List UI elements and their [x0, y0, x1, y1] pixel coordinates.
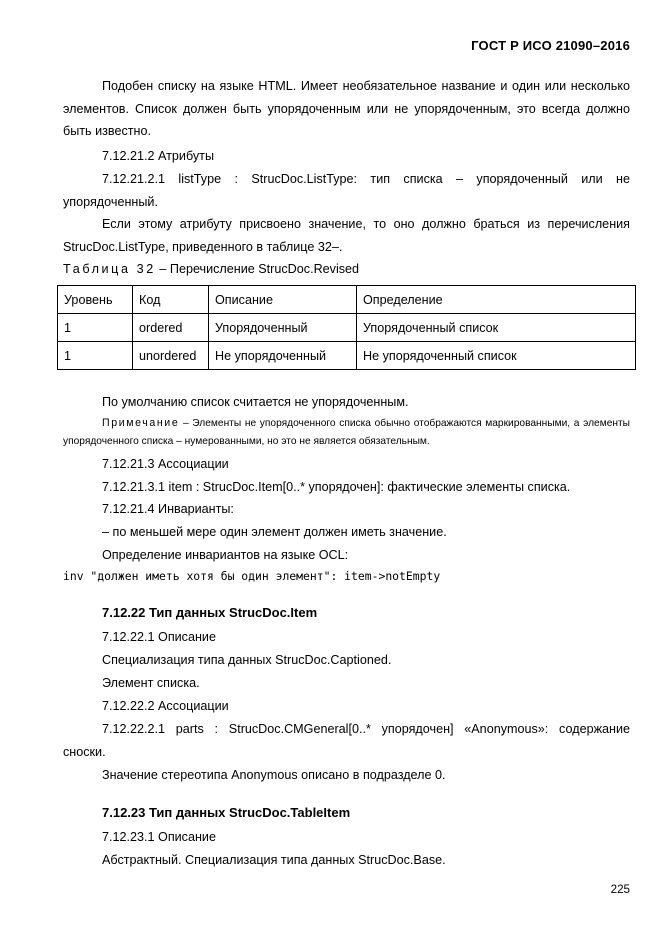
table-cell: Упорядоченный: [209, 314, 357, 342]
section-7-12-23-1: 7.12.23.1 Описание: [102, 830, 216, 844]
paragraph: По умолчанию список считается не упорядоченным.: [102, 395, 409, 409]
section-heading: 7.12.22 Тип данных StrucDoc.Item: [102, 605, 318, 620]
table-cell: Упорядоченный список: [357, 314, 636, 342]
paragraph: 7.12.22.2.1 parts : StrucDoc.CMGeneral[0..* упорядочен] «Anonymous»: содержание сноски.: [63, 722, 630, 759]
standard-header: ГОСТ Р ИСО 21090–2016: [471, 38, 630, 53]
section-7-12-21-3: 7.12.21.3 Ассоциации: [102, 457, 229, 471]
section-7-12-21-2: 7.12.21.2 Атрибуты: [102, 149, 215, 163]
column-header: Определение: [357, 286, 636, 314]
table-cell: Не упорядоченный: [209, 342, 357, 370]
section-7-12-22-2: 7.12.22.2 Ассоциации: [102, 699, 229, 713]
paragraph: Определение инвариантов на языке OCL:: [102, 548, 349, 562]
enumeration-table: [57, 285, 636, 370]
paragraph: Элемент списка.: [102, 676, 200, 690]
column-header: Описание: [209, 286, 357, 314]
note-text: – Элементы не упорядоченного списка обычно отображаются маркированными, а элементы упорядоченного списка – нумерованными, но это не является обязательным.: [63, 418, 630, 447]
table-cell: unordered: [133, 342, 209, 370]
table-row: [58, 342, 636, 370]
paragraph: Специализация типа данных StrucDoc.Captioned.: [102, 653, 392, 667]
table-cell: Не упорядоченный список: [357, 342, 636, 370]
table-caption: [63, 262, 359, 276]
section-heading: 7.12.23 Тип данных StrucDoc.TableItem: [102, 805, 351, 820]
note: [63, 414, 630, 451]
paragraph: 7.12.21.3.1 item : StrucDoc.Item[0..* упорядочен]: фактические элементы списка.: [102, 480, 571, 494]
section-7-12-21-4: 7.12.21.4 Инварианты:: [102, 502, 234, 516]
page-number: 225: [610, 883, 630, 896]
table-cell: ordered: [133, 314, 209, 342]
ocl-code: inv "должен иметь хотя бы один элемент": item->notEmpty: [63, 569, 441, 583]
paragraph: Значение стереотипа Anonymous описано в подразделе 0.: [102, 768, 446, 782]
column-header: Код: [133, 286, 209, 314]
column-header: Уровень: [58, 286, 133, 314]
paragraph: Абстрактный. Специализация типа данных StrucDoc.Base.: [102, 853, 446, 867]
list-item: – по меньшей мере один элемент должен иметь значение.: [102, 525, 447, 539]
note-label: Примечание: [102, 417, 180, 429]
section-7-12-22-1: 7.12.22.1 Описание: [102, 630, 216, 644]
paragraph: Если этому атрибуту присвоено значение, то оно должно браться из перечисления StrucDoc.ListType, приведенного в таблице 32–.: [63, 217, 630, 254]
table-row: [58, 314, 636, 342]
paragraph: 7.12.21.2.1 listType : StrucDoc.ListType: тип списка – упорядоченный или не упорядоченный.: [63, 172, 630, 209]
table-cell: 1: [58, 314, 133, 342]
table-header-row: [58, 286, 636, 314]
table-caption-text: – Перечисление StrucDoc.Revised: [159, 262, 360, 276]
table-caption-label: Таблица 32: [63, 262, 156, 276]
table-cell: 1: [58, 342, 133, 370]
paragraph: Подобен списку на языке HTML. Имеет необязательное название и один или несколько элементов. Список должен быть упорядоченным или не упорядоченным, это всегда должно быть известно.: [63, 79, 630, 138]
